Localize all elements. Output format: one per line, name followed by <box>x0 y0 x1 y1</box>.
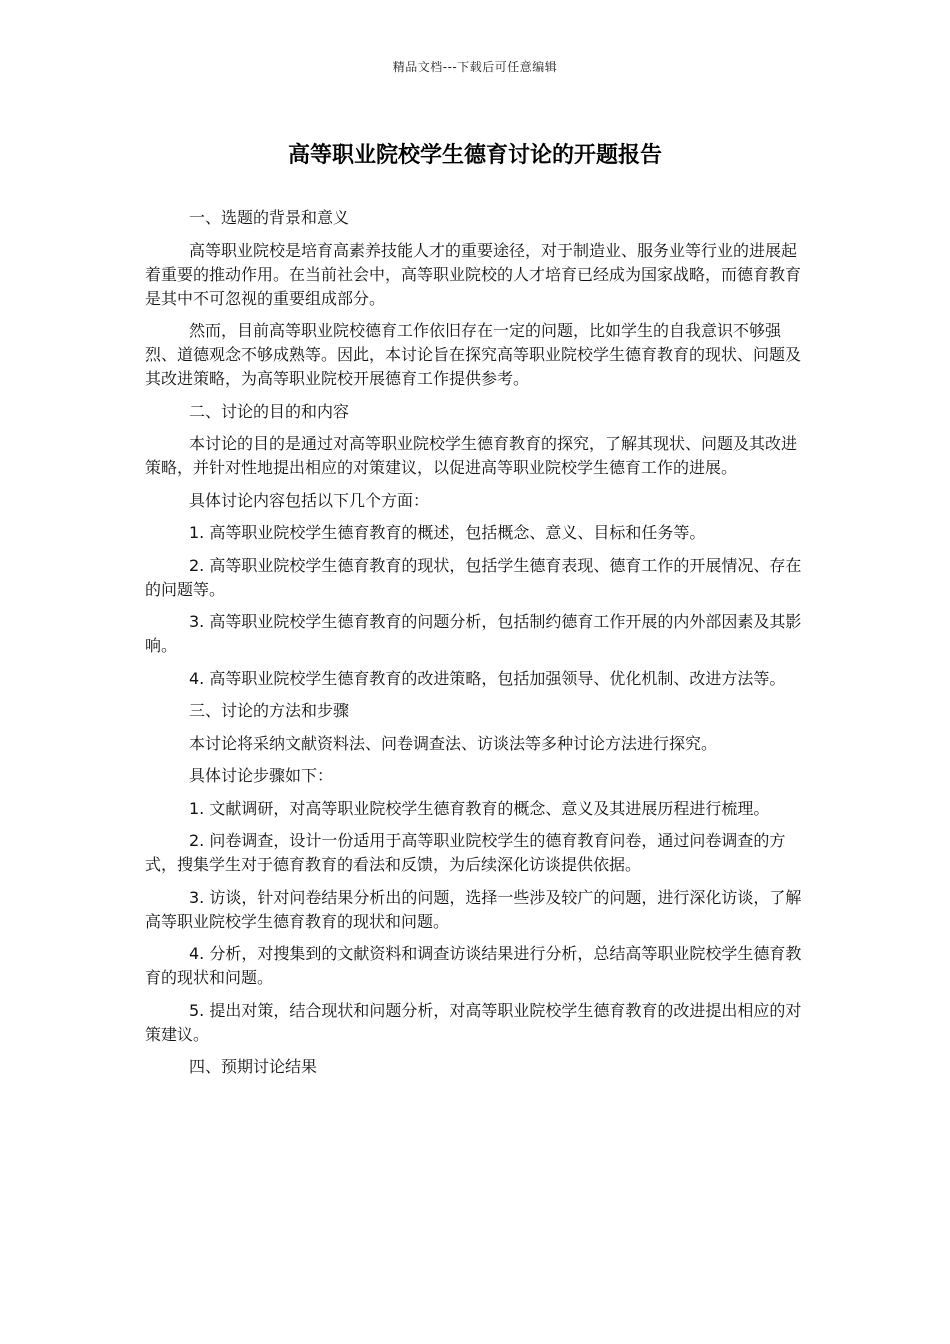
section-heading: 二、讨论的目的和内容 <box>189 401 350 421</box>
body-paragraph: 具体讨论步骤如下： <box>189 766 334 785</box>
list-item: 1. 高等职业院校学生德育教育的概述，包括概念、意义、目标和任务等。 <box>189 523 706 542</box>
header-note: 精品文档---下载后可任意编辑 <box>392 60 558 74</box>
document-body <box>145 206 805 1088</box>
body-paragraph: 本讨论将采纳文献资料法、问卷调查法、访谈法等多种讨论方法进行探究。 <box>189 733 718 753</box>
section-heading: 一、选题的背景和意义 <box>189 208 350 227</box>
list-item: 2. 高等职业院校学生德育教育的现状，包括学生德育表现、德育工作的开展情况、存在的问题等。 <box>145 555 802 599</box>
section-heading: 三、讨论的方法和步骤 <box>189 701 350 720</box>
list-item: 4. 分析，对搜集到的文献资料和调查访谈结果进行分析，总结高等职业院校学生德育教育的现状和问题。 <box>145 944 802 987</box>
list-item: 1. 文献调研，对高等职业院校学生德育教育的概念、意义及其进展历程进行梳理。 <box>189 798 770 818</box>
list-item: 3. 高等职业院校学生德育教育的问题分析，包括制约德育工作开展的内外部因素及其影响。 <box>145 612 802 655</box>
body-paragraph: 然而，目前高等职业院校德育工作依旧存在一定的问题，比如学生的自我意识不够强烈、道德观念不够成熟等。因此，本讨论旨在探究高等职业院校学生德育教育的现状、问题及其改进策略，为高等职业院校开展德育工作提供参考。 <box>145 321 802 388</box>
document-title: 高等职业院校学生德育讨论的开题报告 <box>287 143 662 168</box>
list-item: 4. 高等职业院校学生德育教育的改进策略，包括加强领导、优化机制、改进方法等。 <box>189 668 786 688</box>
list-item: 2. 问卷调查，设计一份适用于高等职业院校学生的德育教育问卷，通过问卷调查的方式，搜集学生对于德育教育的看法和反馈，为后续深化访谈提供依据。 <box>145 831 786 874</box>
body-paragraph: 具体讨论内容包括以下几个方面： <box>189 490 430 510</box>
list-item: 3. 访谈，针对问卷结果分析出的问题，选择一些涉及较广的问题，进行深化访谈，了解高等职业院校学生德育教育的现状和问题。 <box>145 887 802 931</box>
section-heading: 四、预期讨论结果 <box>189 1057 318 1076</box>
body-paragraph: 本讨论的目的是通过对高等职业院校学生德育教育的探究，了解其现状、问题及其改进策略，并针对性地提出相应的对策建议，以促进高等职业院校学生德育工作的进展。 <box>145 434 798 477</box>
body-paragraph: 高等职业院校是培育高素养技能人才的重要途径，对于制造业、服务业等行业的进展起着重要的推动作用。在当前社会中，高等职业院校的人才培育已经成为国家战略，而德育教育是其中不可忽视的重要组成部分。 <box>145 240 802 308</box>
list-item: 5. 提出对策，结合现状和问题分析，对高等职业院校学生德育教育的改进提出相应的对策建议。 <box>145 1000 802 1044</box>
